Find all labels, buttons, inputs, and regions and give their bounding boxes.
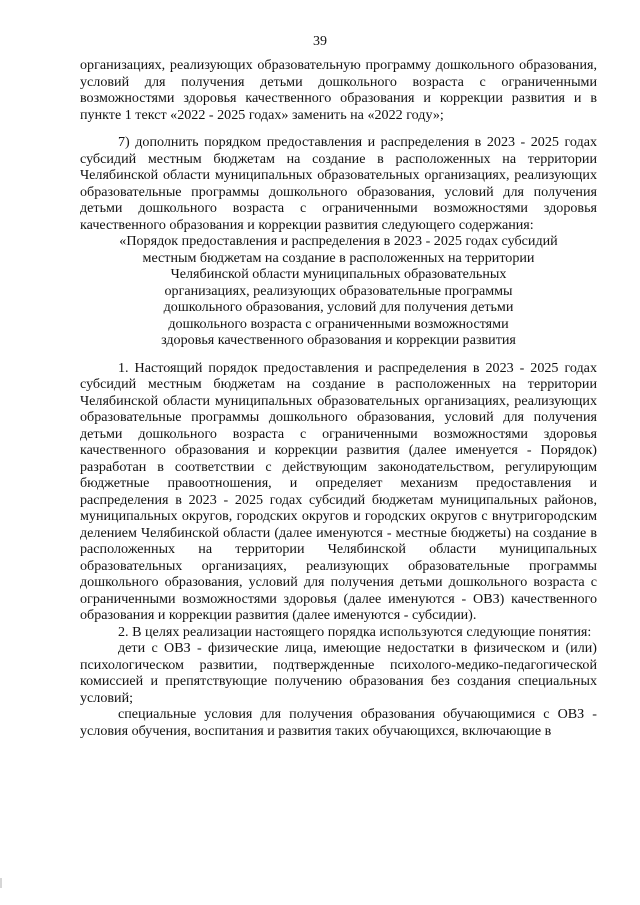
paragraph-item-7: 7) дополнить порядком предоставления и распределения в 2023 - 2025 годах субсидий местным бюджетам на создание в расположенных на территории Челябинской области муниципальных образовательных организациях, реализующих образовательные программы дошкольного образования, условий для получения детьми дошкольного возраста с ограниченными возможностями здоровья качественного образования и коррекции развития следующего содержания: — [80, 134, 597, 233]
procedure-title — [80, 233, 597, 349]
title-line: «Порядок предоставления и распределения в 2023 - 2025 годах субсидий — [119, 233, 558, 249]
title-line: организациях, реализующих образовательные программы — [164, 282, 513, 299]
scan-edge-mark — [0, 878, 2, 888]
paragraph-continuation: организациях, реализующих образовательную программу дошкольного образования, условий для получения детьми дошкольного возраста с ограниченными возможностями здоровья качественного образования и коррекции развития и в пункте 1 текст «2022 - 2025 годах» заменить на «2022 году»; — [80, 57, 597, 123]
title-line: дошкольного возраста с ограниченными возможностями — [168, 315, 509, 332]
title-line: дошкольного образования, условий для получения детьми — [163, 299, 514, 315]
definition-special-conditions: специальные условия для получения образования обучающимися с ОВЗ - условия обучения, воспитания и развития таких обучающихся, включающие в — [80, 706, 597, 739]
title-line: Челябинской области муниципальных образовательных — [170, 266, 507, 282]
document-body — [80, 57, 597, 739]
page-number: 39 — [313, 34, 327, 49]
definition-children-with-ovz: дети с ОВЗ - физические лица, имеющие недостатки в физическом и (или) психологическом развитии, подтвержденные психолого-медико-педагогической комиссией и препятствующие получению образования без создания специальных условий; — [80, 640, 597, 706]
clause-2: 2. В целях реализации настоящего порядка используются следующие понятия: — [118, 623, 592, 640]
title-line: здоровья качественного образования и коррекции развития — [161, 332, 516, 348]
clause-1: 1. Настоящий порядок предоставления и распределения в 2023 - 2025 годах субсидий местным бюджетам на создание в расположенных на территории Челябинской области муниципальных образовательных организациях, реализующих образовательные программы дошкольного образования, условий для получения детьми дошкольного возраста с ограниченными возможностями здоровья качественного образования и коррекции развития (далее именуется - Порядок) разработан в соответствии с действующим законодательством, регулирующим бюджетные правоотношения, и определяет механизм предоставления и распределения в 2023 - 2025 годах субсидий бюджетам муниципальных районов, муниципальных округов, городских округов и городских округов с внутригородским делением Челябинской области (далее именуются - местные бюджеты) на создание в расположенных на территории Челябинской области муниципальных образовательных организациях, реализующих образовательные программы дошкольного образования, условий для получения детьми дошкольного возраста с ограниченными возможностями здоровья (далее именуются - ОВЗ) качественного образования и коррекции развития (далее именуются - субсидии). — [80, 359, 597, 623]
title-line: местным бюджетам на создание в расположенных на территории — [142, 249, 535, 266]
